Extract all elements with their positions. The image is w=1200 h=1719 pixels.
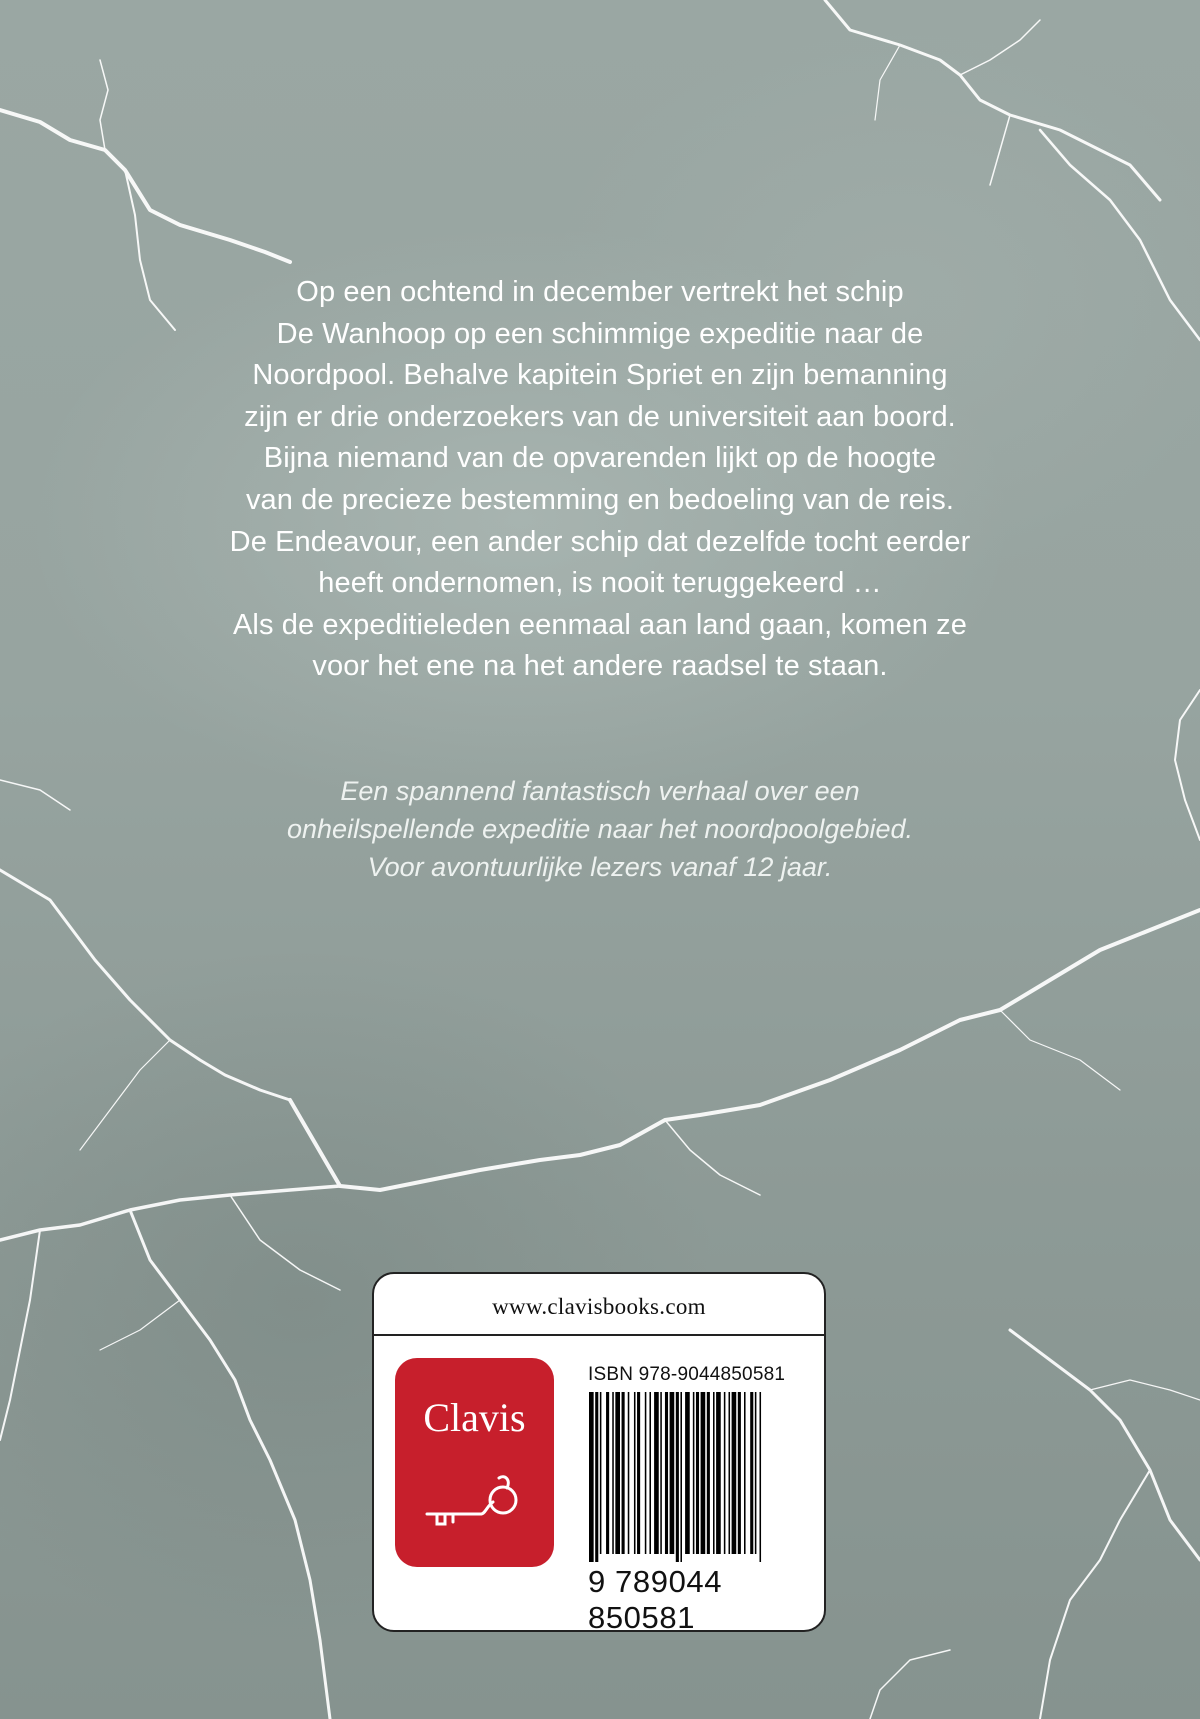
tagline-line: Voor avontuurlijke lezers vanaf 12 jaar. (367, 852, 833, 882)
barcode-bar (716, 1392, 721, 1554)
barcode-bar (665, 1392, 668, 1554)
barcode-bar (738, 1392, 741, 1554)
barcode-bar (637, 1392, 640, 1554)
barcode-bar (701, 1392, 706, 1554)
barcode-bar (680, 1392, 682, 1562)
barcode-bar (600, 1392, 602, 1554)
barcode-bar (628, 1392, 630, 1554)
publisher-website: www.clavisbooks.com (492, 1294, 706, 1319)
barcode (587, 1392, 803, 1562)
blurb-line: Op een ochtend in december vertrekt het schip (296, 276, 904, 308)
barcode-bar (615, 1392, 620, 1554)
barcode-bar (724, 1392, 726, 1554)
blurb-line: zijn er drie onderzoekers van de universiteit aan boord. (244, 400, 956, 433)
barcode-bar (707, 1392, 710, 1554)
tagline-line: Een spannend fantastisch verhaal over een (340, 776, 860, 806)
barcode-bar (755, 1392, 757, 1554)
barcode-bar (645, 1392, 647, 1554)
blurb-line: De Wanhoop op een schimmige expeditie naar de (276, 317, 924, 350)
barcode-bar (670, 1392, 675, 1554)
barcode-bar (595, 1392, 598, 1562)
blurb-line: Als de expeditieleden eenmaal aan land gaan, komen ze (232, 608, 968, 641)
barcode-bar (760, 1392, 762, 1562)
isbn-number: ISBN 978-9044850581 (588, 1364, 786, 1385)
barcode-bar (685, 1392, 690, 1554)
barcode-bar (676, 1392, 679, 1562)
back-cover-tagline (130, 772, 1070, 886)
tagline-line: onheilspellende expeditie naar het noordpoolgebied. (287, 814, 913, 844)
barcode-bar (732, 1392, 737, 1554)
key-icon (423, 1470, 527, 1530)
barcode-bar (713, 1392, 715, 1554)
barcode-bar (606, 1392, 609, 1554)
barcode-bar (660, 1392, 662, 1554)
back-cover-blurb (130, 272, 1070, 688)
blurb-line: van de precieze bestemming en bedoeling van de reis. (245, 483, 955, 516)
barcode-bar (622, 1392, 625, 1554)
barcode-bar (693, 1392, 695, 1554)
barcode-bar (696, 1392, 699, 1554)
barcode-bar (744, 1392, 746, 1554)
blurb-line: Noordpool. Behalve kapitein Spriet en zijn bemanning (252, 359, 948, 392)
barcode-digits: 9 789044 850581 (588, 1564, 723, 1635)
barcode-bar (589, 1392, 594, 1562)
barcode-bar (750, 1392, 753, 1554)
isbn-label-box (372, 1272, 826, 1635)
barcode-bar (654, 1392, 659, 1554)
barcode-bar (634, 1392, 636, 1554)
publisher-name: Clavis (423, 1395, 526, 1440)
publisher-logo (395, 1358, 554, 1567)
blurb-line: voor het ene na het andere raadsel te staan. (312, 650, 888, 683)
blurb-line: Bijna niemand van de opvarenden lijkt op de hoogte (263, 442, 937, 475)
barcode-bar (612, 1392, 614, 1554)
blurb-line: De Endeavour, een ander schip dat dezelfde tocht eerder (229, 525, 971, 558)
barcode-bar (649, 1392, 651, 1554)
blurb-line: heeft ondernomen, is nooit teruggekeerd … (318, 567, 882, 600)
label-divider (374, 1334, 824, 1336)
barcode-bar (729, 1392, 731, 1554)
